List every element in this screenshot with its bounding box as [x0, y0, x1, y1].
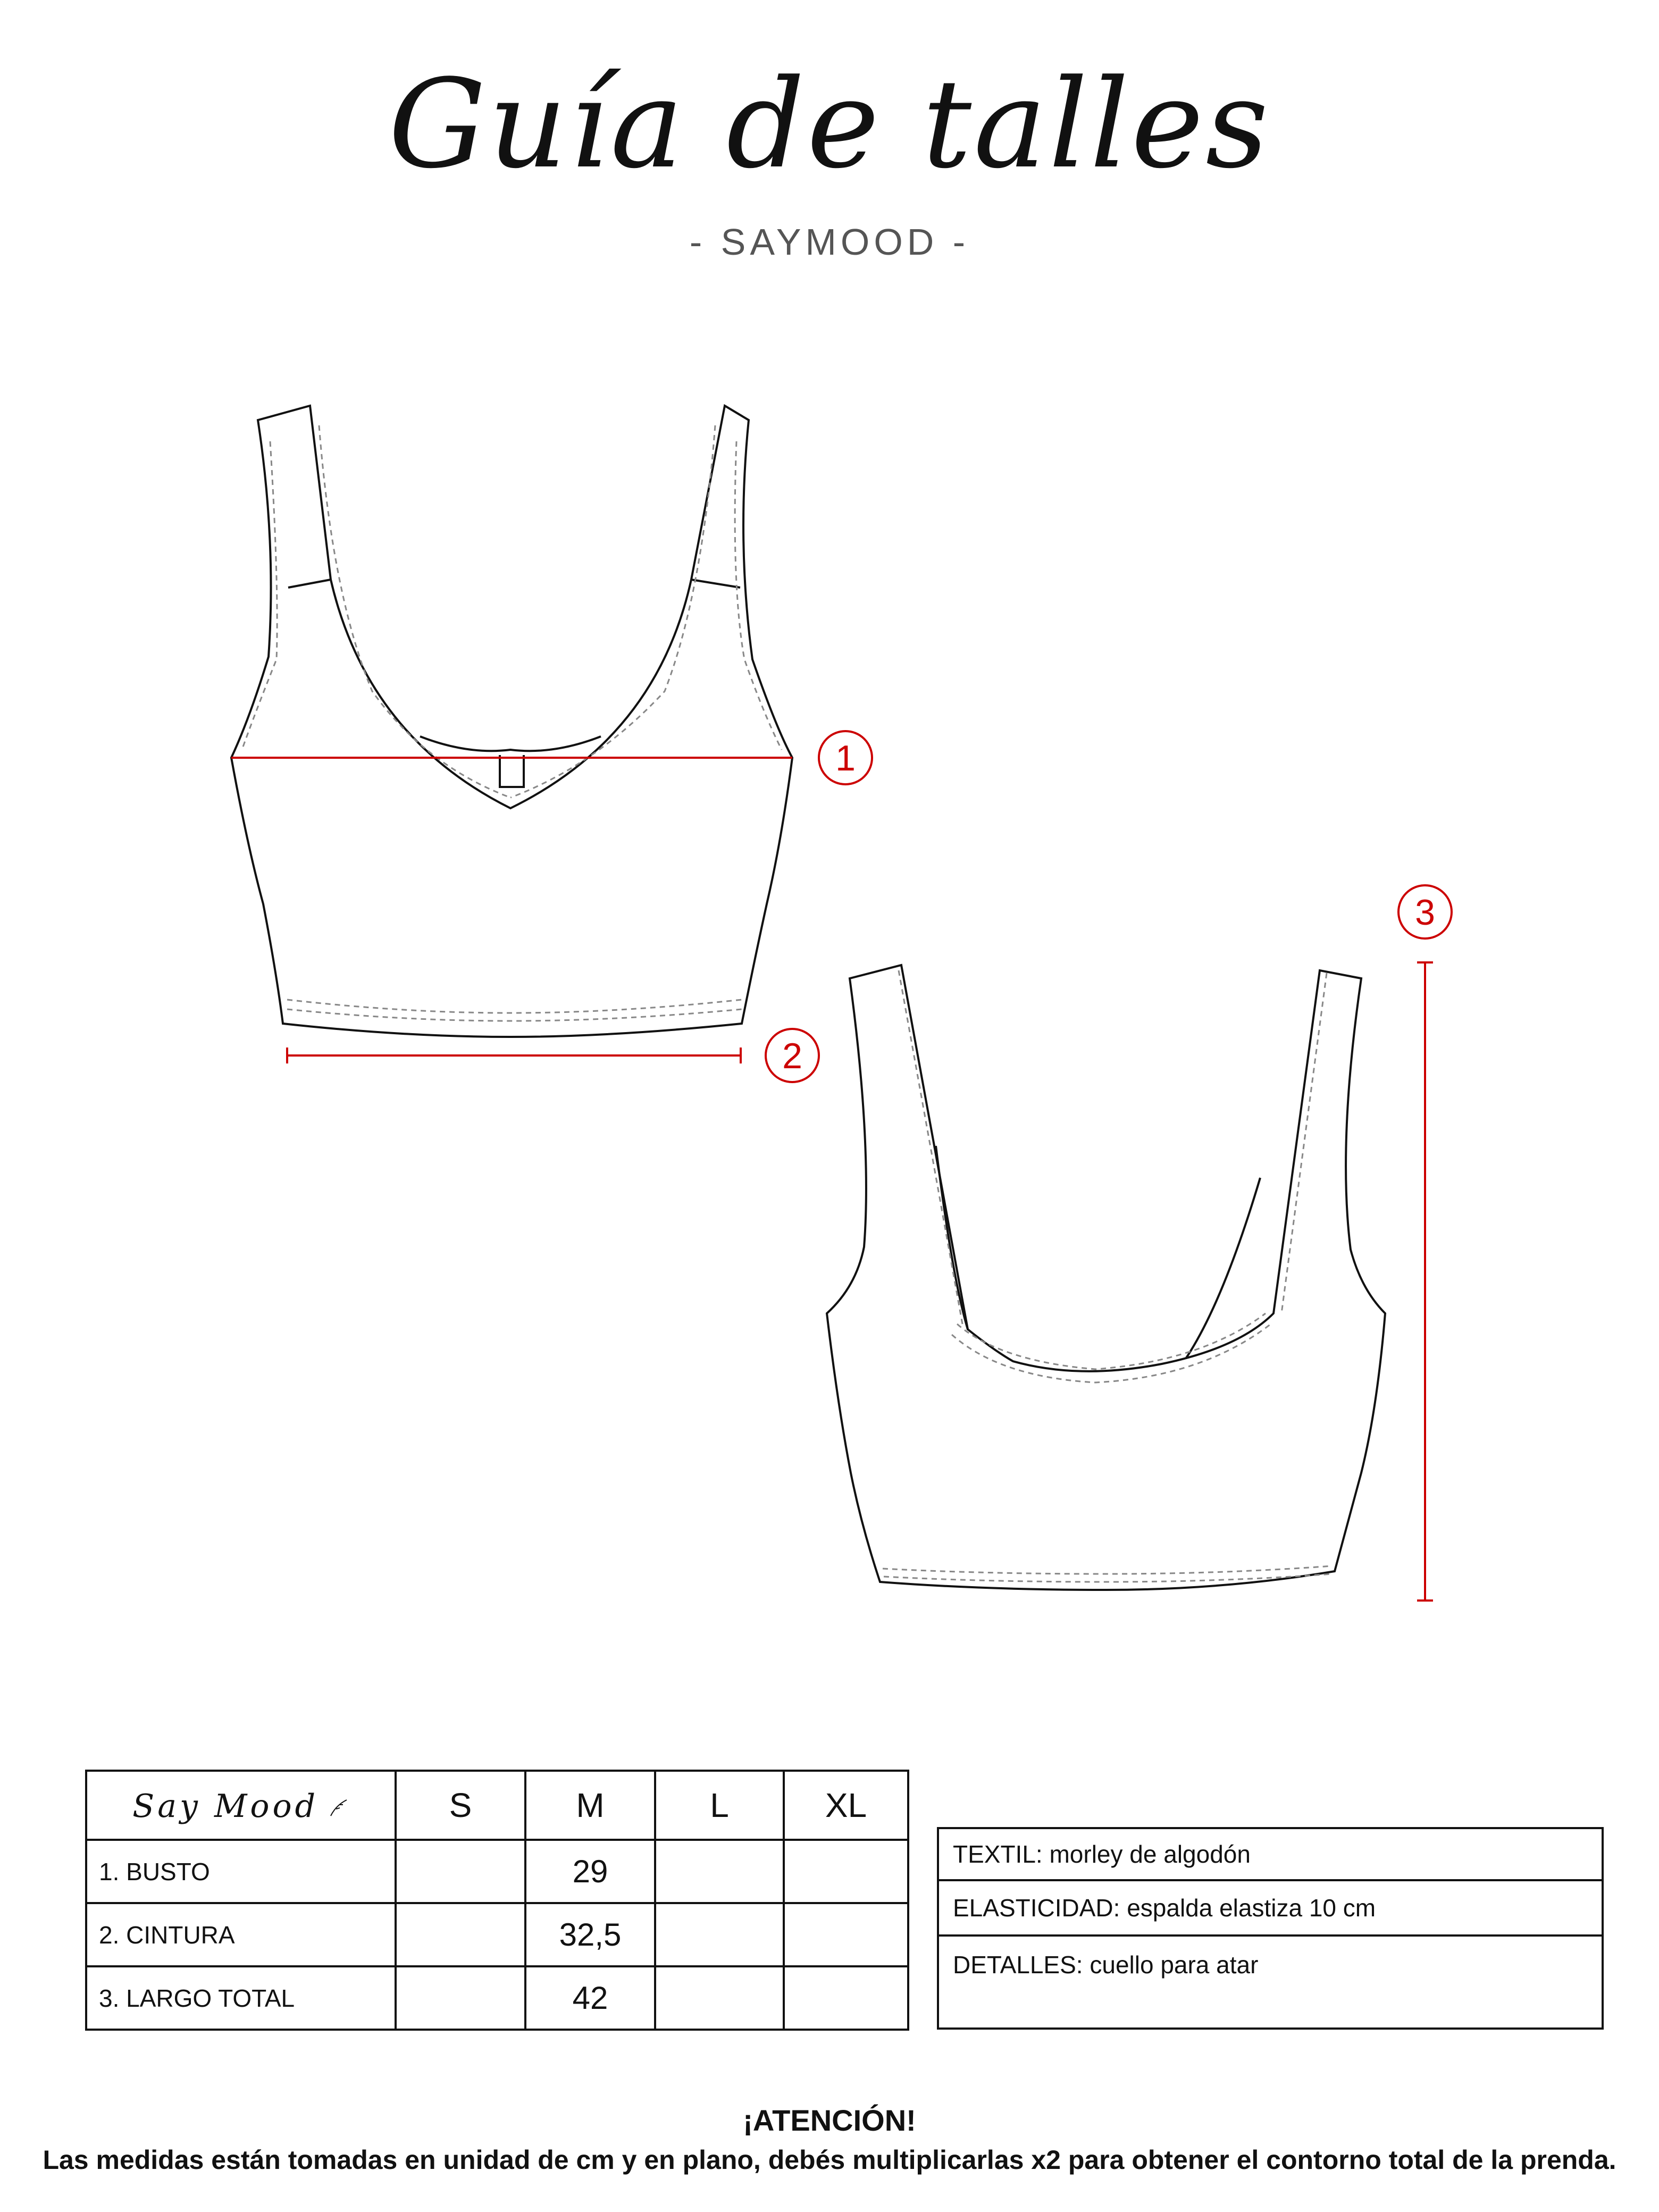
attention-heading: ¡ATENCIÓN! — [743, 2104, 916, 2137]
brand-subtitle: - SAYMOOD - — [689, 221, 970, 263]
cell-largo-l — [655, 1966, 784, 2030]
front-view-crop-top — [231, 406, 792, 1037]
svg-text:3: 3 — [1415, 892, 1435, 933]
garment-details-box — [937, 1827, 1604, 2030]
size-header-xl: XL — [784, 1771, 908, 1840]
detail-detalles: DETALLES: cuello para atar — [953, 1951, 1259, 1979]
say-mood-logo: Say Mood — [86, 1771, 396, 1840]
marker-1 — [819, 731, 872, 784]
marker-2 — [766, 1029, 819, 1082]
back-view-stitching — [883, 970, 1332, 1582]
size-header-m: M — [525, 1771, 655, 1840]
back-view-crop-top — [827, 965, 1385, 1590]
cell-busto-s — [396, 1840, 525, 1903]
svg-text:2: 2 — [782, 1036, 802, 1076]
measurement-note: Las medidas están tomadas en unidad de cm y en plano, debés multiplicarlas x2 para obtener el contorno total de la prenda. — [43, 2145, 1616, 2175]
leaf-icon — [328, 1797, 349, 1819]
size-table — [85, 1770, 909, 2031]
table-row — [86, 1840, 908, 1903]
measure-lines — [231, 758, 1433, 1601]
cell-cintura-xl — [784, 1903, 908, 1966]
marker-3 — [1398, 885, 1452, 939]
cell-cintura-l — [655, 1903, 784, 1966]
table-row — [86, 1903, 908, 1966]
cell-busto-l — [655, 1840, 784, 1903]
row-label-busto: 1. BUSTO — [86, 1840, 396, 1903]
cell-cintura-m: 32,5 — [525, 1903, 655, 1966]
cell-largo-xl — [784, 1966, 908, 2030]
row-label-largo: 3. LARGO TOTAL — [86, 1966, 396, 2030]
size-header-s: S — [396, 1771, 525, 1840]
row-label-cintura: 2. CINTURA — [86, 1903, 396, 1966]
size-header-row — [86, 1771, 908, 1840]
table-row — [86, 1966, 908, 2030]
cell-busto-m: 29 — [525, 1840, 655, 1903]
cell-busto-xl — [784, 1840, 908, 1903]
detail-elasticidad: ELASTICIDAD: espalda elastiza 10 cm — [939, 1881, 1602, 1937]
detail-textil: TEXTIL: morley de algodón — [939, 1829, 1602, 1881]
page-title: Guía de talles — [388, 54, 1271, 196]
cell-cintura-s — [396, 1903, 525, 1966]
size-header-l: L — [655, 1771, 784, 1840]
cell-largo-m: 42 — [525, 1966, 655, 2030]
svg-text:1: 1 — [835, 738, 856, 778]
cell-largo-s — [396, 1966, 525, 2030]
